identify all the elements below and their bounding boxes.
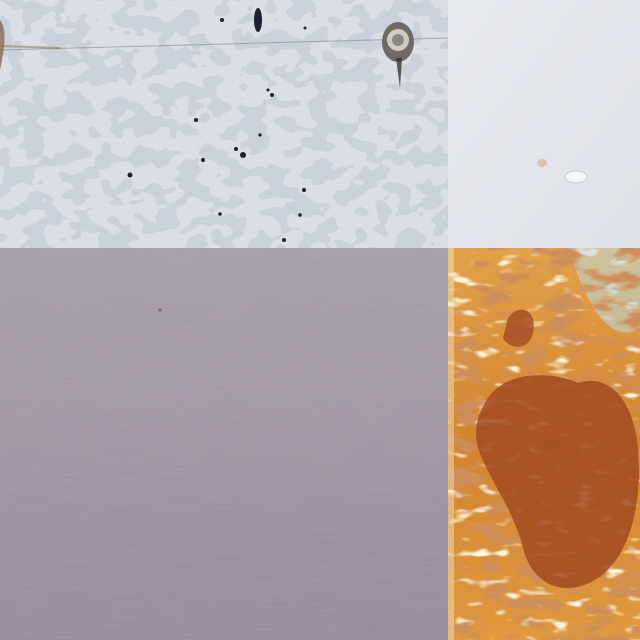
galvanized-steel-texture — [0, 0, 448, 248]
galvanized-steel-tile — [0, 0, 448, 248]
rusted-metal-tile — [448, 248, 640, 640]
white-painted-metal-texture — [448, 0, 640, 248]
matte-grey-sheet-texture — [0, 248, 448, 640]
matte-grey-sheet-tile — [0, 248, 448, 640]
rusted-metal-texture — [448, 248, 640, 640]
white-painted-metal-tile — [448, 0, 640, 248]
